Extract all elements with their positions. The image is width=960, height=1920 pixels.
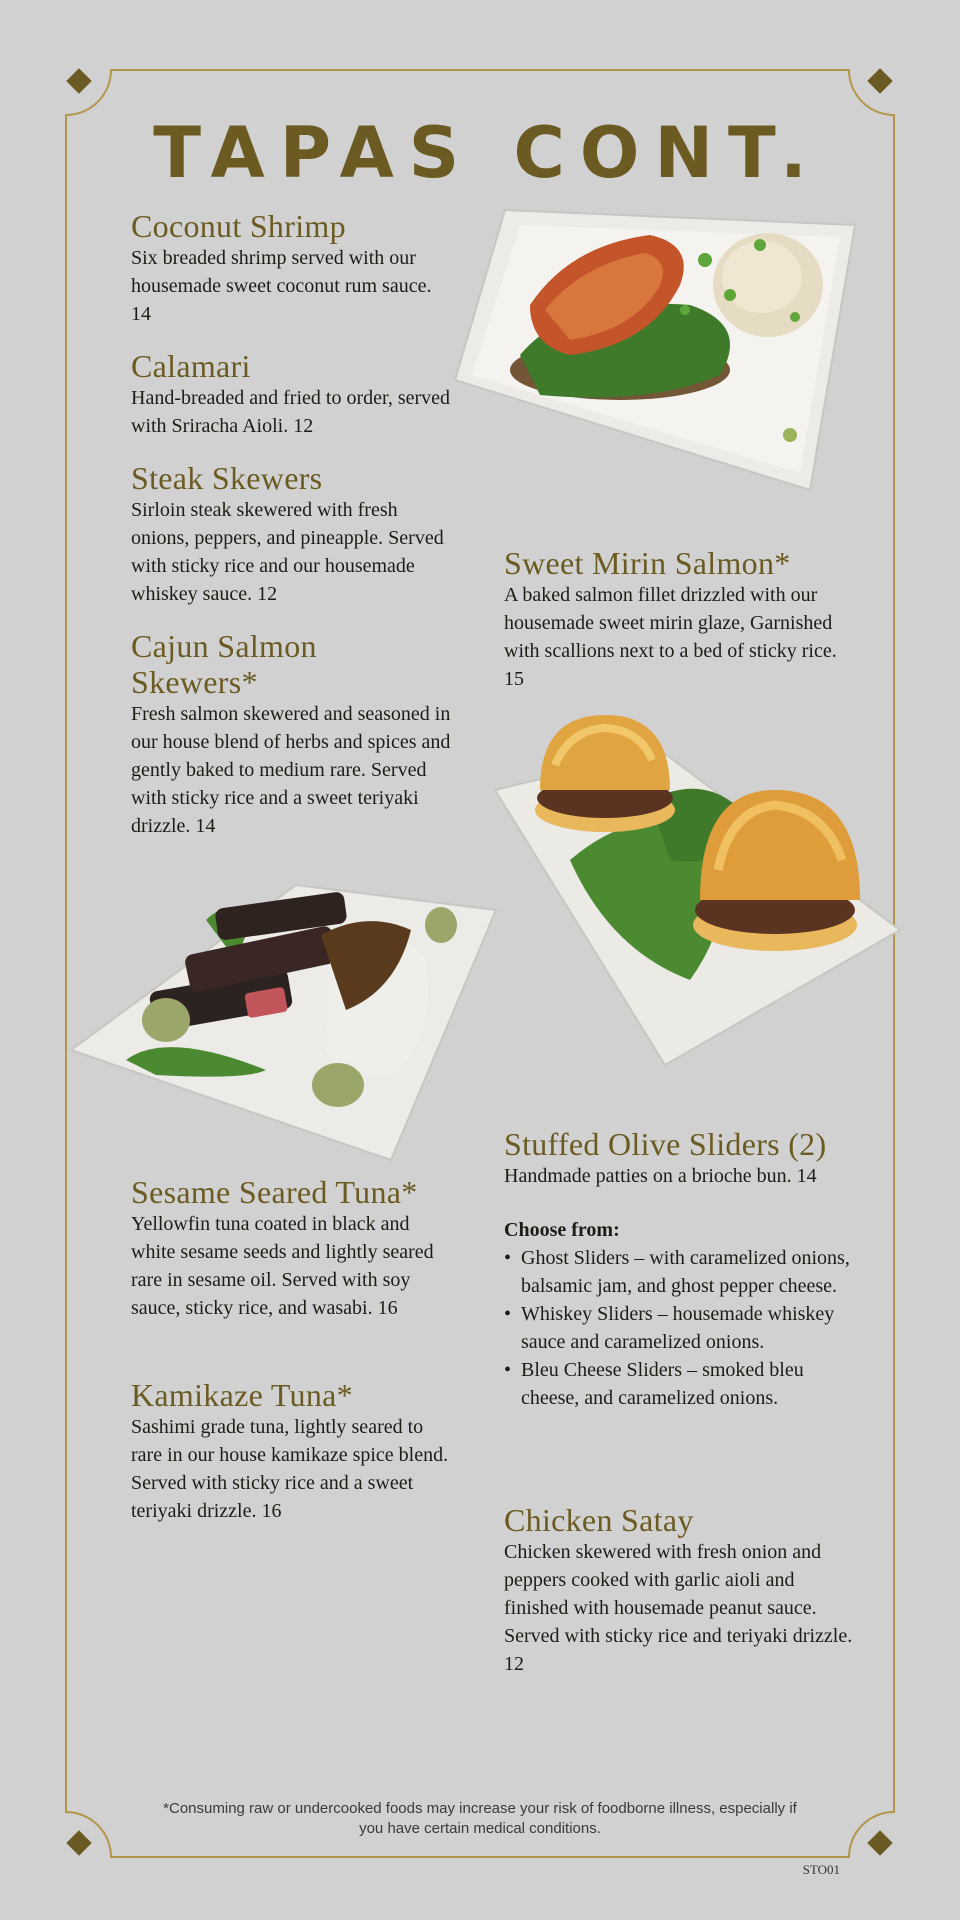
item-name: Kamikaze Tuna*	[131, 1377, 353, 1413]
list-item: • Ghost Sliders – with caramelized onions, balsamic jam, and ghost pepper cheese.	[504, 1244, 854, 1300]
disclaimer-text: *Consuming raw or undercooked foods may increase your risk of foodborne illness, especially if you have certain medical conditions.	[163, 1800, 797, 1837]
menu-item-coconut-shrimp	[131, 208, 451, 328]
tuna-dish-photo	[66, 880, 501, 1165]
item-description: Fresh salmon skewered and seasoned in our house blend of herbs and spices and gently baked to medium rare. Served with sticky rice and a sweet teriyaki drizzle. 14	[131, 703, 451, 837]
menu-item-kamikaze-tuna	[131, 1377, 451, 1525]
sliders-dish-photo	[490, 710, 905, 1070]
menu-item-sweet-mirin-salmon	[504, 545, 854, 693]
corner-diamond-icon	[867, 68, 892, 93]
item-description: Chicken skewered with fresh onion and peppers cooked with garlic aioli and finished with housemade peanut sauce. Served with sticky rice and teriyaki drizzle. 12	[504, 1541, 853, 1675]
item-description: Yellowfin tuna coated in black and white sesame seeds and lightly seared rare in sesame oil. Served with soy sauce, sticky rice, and wasabi. 16	[131, 1213, 434, 1319]
choose-from-label: Choose from:	[504, 1219, 620, 1241]
bullet: •	[504, 1303, 512, 1325]
menu-item-calamari	[131, 348, 451, 440]
list-item: • Bleu Cheese Sliders – smoked bleu cheese, and caramelized onions.	[504, 1356, 854, 1412]
item-name: Steak Skewers	[131, 460, 323, 496]
item-description: Sashimi grade tuna, lightly seared to rare in our house kamikaze spice blend. Served with sticky rice and a sweet teriyaki drizzle. 16	[131, 1416, 449, 1522]
slider-options-list	[504, 1244, 854, 1412]
salmon-dish-photo	[450, 205, 870, 495]
item-name: Coconut Shrimp	[131, 208, 346, 244]
bullet: •	[504, 1359, 512, 1381]
menu-code: STO01	[802, 1862, 840, 1877]
menu-item-steak-skewers	[131, 460, 451, 608]
menu-item-stuffed-olive-sliders	[504, 1126, 854, 1412]
item-name: Cajun Salmon Skewers*	[131, 628, 317, 700]
item-description: Hand-breaded and fried to order, served with Sriracha Aioli. 12	[131, 387, 451, 437]
menu-item-chicken-satay	[504, 1502, 854, 1678]
bullet: •	[504, 1247, 512, 1269]
corner-diamond-icon	[66, 1830, 91, 1855]
menu-item-cajun-salmon-skewers	[131, 628, 451, 840]
item-name: Stuffed Olive Sliders (2)	[504, 1126, 827, 1162]
corner-diamond-icon	[867, 1830, 892, 1855]
item-name: Calamari	[131, 348, 251, 384]
item-description: A baked salmon fillet drizzled with our housemade sweet mirin glaze, Garnished with scallions next to a bed of sticky rice. 15	[504, 584, 837, 690]
item-name: Chicken Satay	[504, 1502, 694, 1538]
list-item: • Whiskey Sliders – housemade whiskey sauce and caramelized onions.	[504, 1300, 854, 1356]
corner-diamond-icon	[66, 68, 91, 93]
item-description: Six breaded shrimp served with our housemade sweet coconut rum sauce. 14	[131, 247, 432, 325]
item-description: Sirloin steak skewered with fresh onions, peppers, and pineapple. Served with sticky rice and our housemade whiskey sauce. 12	[131, 499, 444, 605]
item-name: Sweet Mirin Salmon*	[504, 545, 791, 581]
item-description: Handmade patties on a brioche bun. 14	[504, 1165, 817, 1187]
menu-item-sesame-seared-tuna	[131, 1174, 451, 1322]
page-title: TAPAS CONT.	[153, 112, 822, 194]
item-name: Sesame Seared Tuna*	[131, 1174, 418, 1210]
